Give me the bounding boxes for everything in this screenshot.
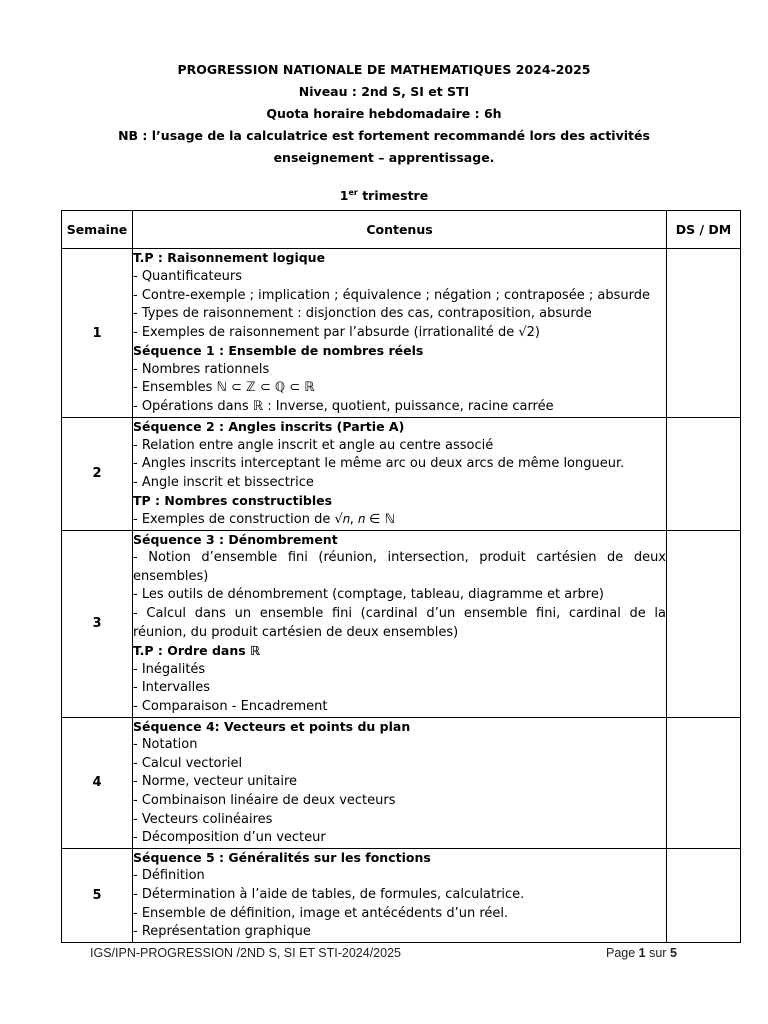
page-total: 5 — [669, 946, 677, 960]
trimestre-number: 1 — [339, 188, 349, 204]
content-line: - Relation entre angle inscrit et angle au centre associé — [133, 437, 494, 453]
content-line: - Angles inscrits interceptant le même arc ou deux arcs de même longueur. — [133, 456, 625, 472]
week-contents — [133, 418, 667, 531]
progression-table — [61, 210, 741, 943]
table-row — [62, 717, 741, 848]
document-header — [0, 59, 768, 169]
table-row — [62, 249, 741, 418]
ds-dm-cell — [667, 717, 741, 848]
nb-note-line-1: NB : l’usage de la calculatrice est fortement recommandé lors des activités — [118, 128, 650, 143]
ds-dm-cell — [667, 848, 741, 942]
week-number: 3 — [62, 530, 133, 717]
content-line: - Calcul vectoriel — [133, 755, 243, 771]
content-heading: Séquence 4: Vecteurs et points du plan — [133, 718, 411, 734]
content-line: - Quantificateurs — [133, 268, 242, 284]
table-row — [62, 418, 741, 531]
column-header-ds-dm: DS / DM — [667, 211, 741, 249]
quota-line: Quota horaire hebdomadaire : 6h — [266, 106, 502, 121]
content-line: - Intervalles — [133, 680, 210, 696]
content-line: - Ensembles ℕ ⊂ ℤ ⊂ ℚ ⊂ ℝ — [133, 380, 315, 396]
content-line: - Exemples de raisonnement par l’absurde (irrationalité de √2) — [133, 324, 541, 340]
content-line: - Ensemble de définition, image et antécédents d’un réel. — [133, 905, 509, 921]
content-line: - Inégalités — [133, 661, 206, 677]
page-prefix: Page — [606, 946, 639, 960]
table-row — [62, 530, 741, 717]
footer-page-number — [606, 946, 677, 960]
content-line: - Représentation graphique — [133, 924, 311, 940]
content-heading: Séquence 3 : Dénombrement — [133, 531, 338, 547]
content-line: - Types de raisonnement : disjonction des cas, contraposition, absurde — [133, 306, 592, 322]
content-line: - Contre-exemple ; implication ; équivalence ; négation ; contraposée ; absurde — [133, 287, 650, 303]
week-contents — [133, 249, 667, 418]
content-line: - Comparaison - Encadrement — [133, 698, 328, 714]
content-heading: T.P : Raisonnement logique — [133, 250, 326, 266]
footer-reference: IGS/IPN-PROGRESSION /2ND S, SI ET STI-2024/2025 — [90, 946, 401, 960]
content-line: - Définition — [133, 868, 205, 884]
week-contents — [133, 530, 667, 717]
document-title: PROGRESSION NATIONALE DE MATHEMATIQUES 2024-2025 — [177, 62, 591, 77]
content-line: - Nombres rationnels — [133, 361, 270, 377]
week-contents — [133, 848, 667, 942]
week-number: 1 — [62, 249, 133, 418]
trimestre-sup: er — [348, 188, 358, 197]
week-number: 5 — [62, 848, 133, 942]
content-line: - Exemples de construction de √𝑛, 𝑛 ∈ ℕ — [133, 511, 396, 527]
ds-dm-cell — [667, 249, 741, 418]
table-row — [62, 848, 741, 942]
content-line: - Notion d’ensemble fini (réunion, intersection, produit cartésien de deux ensembles) — [133, 550, 666, 584]
page-mid: sur — [645, 946, 670, 960]
page-current: 1 — [638, 946, 646, 960]
content-line: - Détermination à l’aide de tables, de formules, calculatrice. — [133, 886, 525, 902]
week-number: 4 — [62, 717, 133, 848]
column-header-semaine: Semaine — [62, 211, 133, 249]
ds-dm-cell — [667, 418, 741, 531]
content-line: - Combinaison linéaire de deux vecteurs — [133, 792, 396, 808]
content-line: - Décomposition d’un vecteur — [133, 830, 326, 846]
trimestre-label: trimestre — [357, 188, 429, 204]
week-contents — [133, 717, 667, 848]
nb-note — [84, 125, 684, 169]
content-heading: TP : Nombres constructibles — [133, 493, 333, 509]
column-header-contenus: Contenus — [133, 211, 667, 249]
trimestre-heading — [0, 188, 768, 203]
content-heading: Séquence 2 : Angles inscrits (Partie A) — [133, 419, 405, 434]
ds-dm-cell — [667, 530, 741, 717]
content-line: - Opérations dans ℝ : Inverse, quotient, puissance, racine carrée — [133, 399, 554, 415]
nb-note-line-2: enseignement – apprentissage. — [273, 150, 495, 165]
content-heading: Séquence 1 : Ensemble de nombres réels — [133, 343, 424, 359]
content-line: - Norme, vecteur unitaire — [133, 774, 298, 790]
content-line: - Les outils de dénombrement (comptage, tableau, diagramme et arbre) — [133, 587, 604, 603]
content-heading: Séquence 5 : Généralités sur les fonctions — [133, 849, 431, 865]
table-header-row — [62, 211, 741, 249]
week-number: 2 — [62, 418, 133, 531]
content-line: - Angle inscrit et bissectrice — [133, 474, 314, 490]
content-line: - Calcul dans un ensemble fini (cardinal d’un ensemble fini, cardinal de la réunion, du produit cartésien de deux ensembles) — [133, 605, 666, 640]
niveau-line: Niveau : 2nd S, SI et STI — [298, 84, 470, 99]
content-heading: T.P : Ordre dans ℝ — [133, 643, 261, 659]
content-line: - Notation — [133, 737, 198, 753]
content-line: - Vecteurs colinéaires — [133, 811, 273, 827]
